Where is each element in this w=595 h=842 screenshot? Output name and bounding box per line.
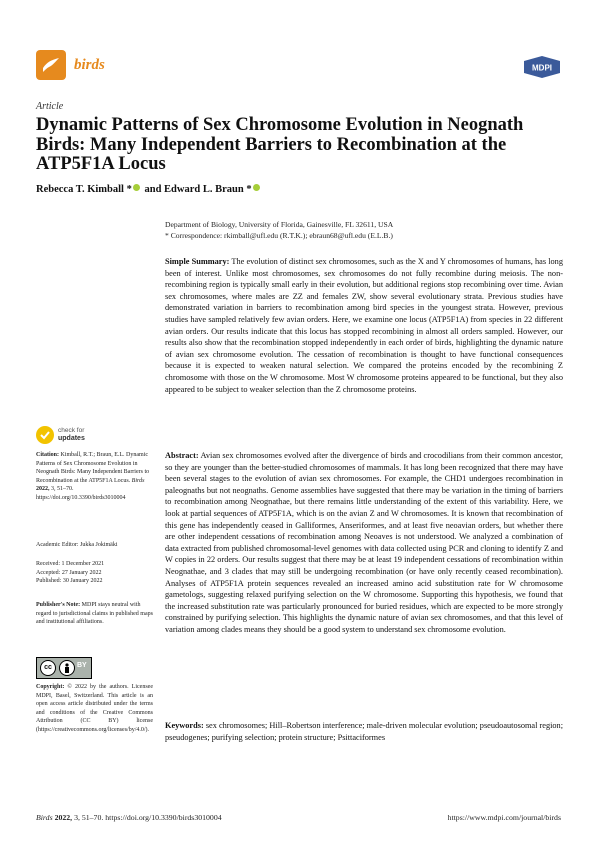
footer-journal: Birds <box>36 813 53 822</box>
mdpi-logo[interactable] <box>523 56 561 78</box>
footer-doi[interactable]: 3, 51–70. https://doi.org/10.3390/birds3010004 <box>74 813 222 822</box>
simple-summary-text: The evolution of distinct sex chromosomes, such as the X and Y chromosomes of humans, has long been of interest. Unlike most chromosomes, sex chromosomes do not fully recombine during meiosis. The non-recombining region is typically small early in their evolution, but additional regions stop recombining over time. Avian sex chromosomes, where males are ZZ and females ZW, show several evolutionary strata. Previous studies have demonstrated variation in barriers to recombination among bird species in the youngest strata. However, previous studies have sampled relatively few avian orders. Here, we examine one locus (ATP5F1A) from species in 22 different avian orders. Our results indicate that this locus has stopped recombining in almost all orders sampled. However, our results also show that the recombination stopped independently in each order of birds, highlighting the dynamic nature of avian sex chromosome evolution. The cessation of recombination is thought to have functional consequences because it is expected to weaken natural selection. We compared the proteins encoded by the recombining Z chromosome with those on the W chromosome. Most W chromosome proteins appeared to be functional, but they also appeared to be subject to weaker selection than the Z chromosome proteins. <box>165 257 563 394</box>
keywords-text: sex chromosomes; Hill–Robertson interference; male-driven molecular evolution; pseudoautosomal region; pseudogenes; purifying selection; protein structure; Psittaciformes <box>165 721 563 742</box>
orcid-icon[interactable] <box>253 184 260 191</box>
citation-text: Kimball, R.T.; Braun, E.L. Dynamic Patterns of Sex Chromosome Evolution in Neognath Birds: Many Independent Barriers to Recombination at the ATP5F1A Locus. <box>36 452 150 484</box>
correspondence: * Correspondence: rkimball@ufl.edu (R.T.K.); ebraun68@ufl.edu (E.L.B.) <box>165 230 393 240</box>
page-footer <box>36 813 561 822</box>
check-for-updates-button[interactable] <box>36 426 116 446</box>
journal-logo <box>36 50 66 80</box>
journal-name: birds <box>74 57 105 73</box>
corresponding-marker: * <box>126 184 132 195</box>
attribution-icon <box>59 660 75 676</box>
academic-editor: Academic Editor: Jukka Jokimäki <box>36 542 118 548</box>
received-date: Received: 1 December 2021 <box>36 561 105 567</box>
dates-block <box>36 560 153 586</box>
citation-label: Citation: <box>36 452 59 458</box>
keywords <box>165 720 563 743</box>
cc-license-badge[interactable] <box>36 657 92 679</box>
author-list <box>36 184 262 195</box>
corresponding-marker: * <box>246 184 252 195</box>
publisher-note-label: Publisher's Note: <box>36 602 81 608</box>
abstract <box>165 450 563 636</box>
author-name[interactable]: Rebecca T. Kimball <box>36 184 124 195</box>
simple-summary <box>165 256 563 395</box>
updates-label: updates <box>58 435 85 442</box>
simple-summary-label: Simple Summary: <box>165 257 230 266</box>
copyright-text: © 2022 by the authors. Licensee MDPI, Basel, Switzerland. This article is an open access article distributed under the terms and conditions of the Creative Commons Attribution (CC BY) license (https://creativecommons.org/licenses/by/4.0/). <box>36 684 153 733</box>
published-date: Published: 30 January 2022 <box>36 578 103 585</box>
keywords-label: Keywords: <box>165 721 204 730</box>
citation-block <box>36 451 153 503</box>
orcid-icon[interactable] <box>133 184 140 191</box>
mdpi-logo-text: MDPI <box>532 63 552 73</box>
author-separator: and <box>144 184 162 195</box>
page-header <box>36 50 561 86</box>
cc-by-label: BY <box>77 662 87 669</box>
cc-icon: cc <box>40 660 56 676</box>
publisher-note-text: MDPI stays neutral with regard to jurisdictional claims in published maps and institutional affiliations. <box>36 602 153 626</box>
citation-journal: Birds <box>131 477 145 484</box>
publisher-note <box>36 601 153 627</box>
footer-year: 2022, <box>54 813 73 822</box>
copyright-block <box>36 683 153 735</box>
article-type: Article <box>36 101 64 112</box>
citation-year: 2022, <box>36 486 50 493</box>
affiliation: Department of Biology, University of Florida, Gainesville, FL 32611, USA <box>165 220 394 229</box>
author-name[interactable]: Edward L. Braun <box>164 184 244 195</box>
footer-journal-url[interactable]: https://www.mdpi.com/journal/birds <box>447 813 561 822</box>
check-updates-icon <box>36 426 54 444</box>
abstract-text: Avian sex chromosomes evolved after the divergence of birds and crocodilians from their common ancestor, so they are younger than the better-studied chromosomes of mammals. It has long been recognized that there may have been several stages to the evolution of avian sex chromosomes. For example, the CHD1 undergoes recombination in paleognaths but not neognaths. Genome assemblies have suggested that there may be variation in the timing of barriers to recombination among Neognathae, but there remains little understanding of the extent of this variability. Here, we look at partial sequences of ATP5F1A, which is on the avian Z and W chromosomes. It is known that recombination of this gene has independently ceased in Galliformes, Anseriformes, and at least five neoavian orders, but whether there are other independent cessations of recombination among Neoaves is not understood. We analyzed a combination of data extracted from published chromosomal-level genomes with data collected using PCR and cloning to identify Z and W copies in 22 orders. Our results suggest that there may be at least 19 independent cessations of recombination within Neognathae, and 3 clades that may still be undergoing recombination (or have only recently ceased recombination). Analyses of ATP5F1A protein sequences revealed an increased amino acid substitution rate for W chromosome gametologs, suggesting relaxed purifying selection on the W chromosome. Supporting this hypothesis, we found that the increased substitution rate was particularly pronounced for buried residues, which are expected to be more strongly constrained by purifying selection. This highlights the dynamic nature of avian sex chromosomes, and that this level of variation among clades means they should be a good system to understand sex chromosome evolution. <box>165 451 564 634</box>
abstract-label: Abstract: <box>165 451 199 460</box>
affiliation-block <box>165 220 565 241</box>
copyright-label: Copyright: <box>36 684 65 690</box>
bird-icon <box>41 56 61 74</box>
article-title: Dynamic Patterns of Sex Chromosome Evolution in Neognath Birds: Many Independent Barriers to Recombination at the ATP5F1A Locus <box>36 115 524 174</box>
citation-doi[interactable]: 3, 51–70. https://doi.org/10.3390/birds3010004 <box>36 486 126 501</box>
check-for-label: check for <box>58 427 85 434</box>
accepted-date: Accepted: 27 January 2022 <box>36 569 102 576</box>
